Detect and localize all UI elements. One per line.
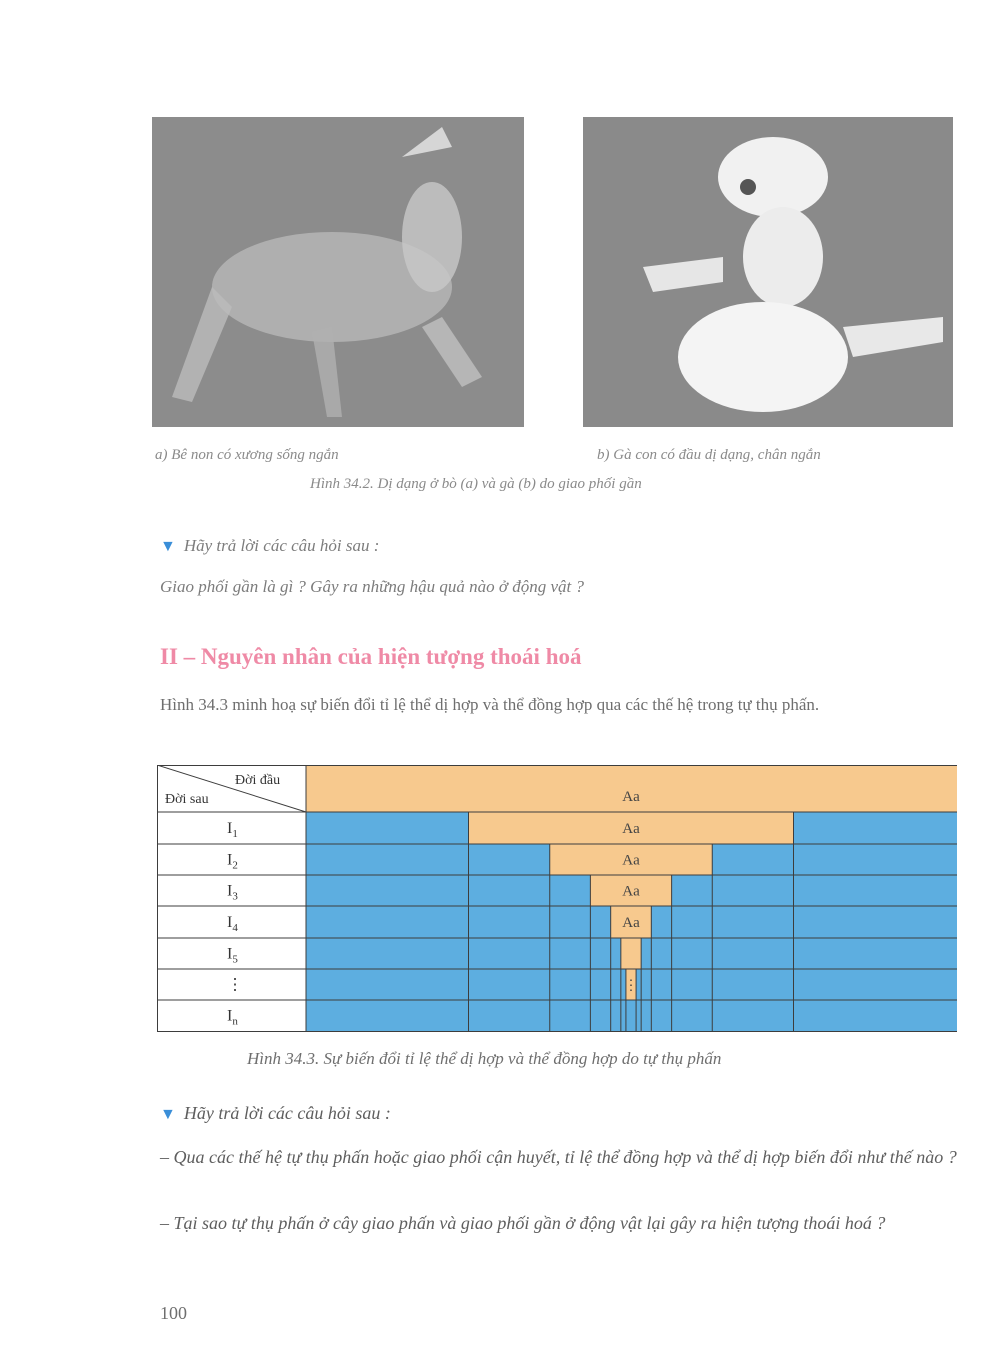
calf-photo	[152, 117, 524, 427]
header-top-label: Đời đầu	[235, 773, 281, 788]
section-intro: Hình 34.3 minh hoạ sự biến đổi tỉ lệ thể dị hợp và thể đồng hợp qua các thế hệ trong tự thụ phấn.	[160, 695, 820, 714]
chick-photo	[583, 117, 953, 427]
question-2-item-1: – Qua các thế hệ tự thụ phấn hoặc giao phối cận huyết, tỉ lệ thể đồng hợp và thể dị hợp biến đổi như thế nào ?	[160, 1147, 957, 1167]
diagram-svg	[157, 765, 957, 1032]
chick-image	[583, 117, 953, 427]
row-label-2: $I_2$	[227, 851, 238, 872]
photo-caption-b: b) Gà con có đầu dị dạng, chân ngắn	[597, 447, 821, 463]
triangle-icon: ▼	[160, 1106, 176, 1123]
row-label-sub-4: 4	[232, 922, 238, 934]
question-prompt-2	[160, 1103, 391, 1124]
calf-image	[152, 117, 524, 427]
row-label-3: $I_3$	[227, 882, 238, 903]
aa-label-0: Aa	[622, 789, 640, 805]
row-label-6: ⋮	[227, 976, 243, 994]
question-prompt-1	[160, 536, 379, 556]
triangle-icon: ▼	[160, 538, 176, 555]
row-label-sub-1: 1	[232, 828, 238, 840]
question-prompt-2-text: Hãy trả lời các câu hỏi sau :	[183, 1103, 391, 1123]
row-label-5: $I_5$	[227, 945, 238, 966]
aa-label-2: Aa	[622, 852, 640, 869]
aa-dots-label: ⋮	[624, 978, 638, 994]
question-prompt-1-text: Hãy trả lời các câu hỏi sau :	[183, 536, 380, 555]
aa-label-4: Aa	[622, 915, 640, 931]
aa-label-3: Aa	[622, 883, 640, 900]
row-label-4: $I_4$	[227, 914, 238, 934]
row-label-7: $I_n$	[227, 1007, 238, 1028]
aa-label-1: Aa	[622, 821, 640, 837]
page-number: 100	[160, 1303, 187, 1323]
header-bottom-label: Đời sau	[165, 792, 209, 807]
row-label-sub-3: 3	[232, 890, 238, 903]
row-label-sub-5: 5	[232, 953, 238, 966]
question-text-1: Giao phối gần là gì ? Gây ra những hậu quả nào ở động vật ?	[160, 577, 584, 596]
figure-caption-34-3: Hình 34.3. Sự biến đổi tỉ lệ thể dị hợp và thể đồng hợp do tự thụ phấn	[247, 1049, 722, 1068]
heterozygous-bar-5	[621, 938, 641, 969]
row-label-1: $I_1$	[227, 820, 238, 840]
question-2-item-2: – Tại sao tự thụ phấn ở cây giao phấn và giao phối gần ở động vật lại gây ra hiện tượng thoái hoá ?	[160, 1213, 886, 1233]
photo-caption-a: a) Bê non có xương sống ngắn	[155, 447, 339, 463]
figure-caption-34-2: Hình 34.2. Dị dạng ở bò (a) và gà (b) do giao phối gần	[310, 476, 642, 492]
self-pollination-diagram	[157, 765, 957, 1032]
row-label-sub-2: 2	[232, 859, 238, 872]
row-label-sub-7: n	[232, 1015, 238, 1028]
section-heading: II – Nguyên nhân của hiện tượng thoái hoá	[160, 644, 582, 669]
